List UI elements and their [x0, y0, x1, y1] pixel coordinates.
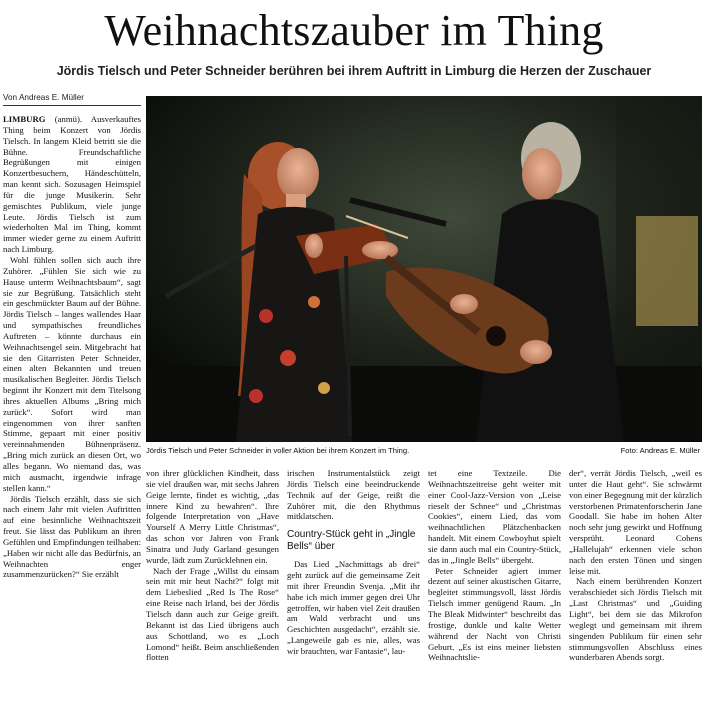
paragraph: irischen Instrumentalstück zeigt Jördis Tielsch eine beeindruckende Technik auf der Geige, reißt die Zuhörer mit, die den Rhythmus mitklatschen. — [287, 468, 420, 522]
paragraph: der“, verrät Jördis Tielsch, „weil es unter die Haut geht“. Sie schwärmt von einer Begegnung mit der kürzlich verstorbenen Primatenforscherin Jane Goodall. Sie habe im hohen Alter noch sehr jung gewirkt und Hoffnung versprüht. Leonard Cohens „Hallelujah“ erkennen viele schon nach den ersten Tönen und singen leise mit. — [569, 468, 702, 576]
paragraph: Das Lied „Nachmittags ab drei“ geht zurück auf die gemeinsame Zeit mit ihrer Freundin Svenja. „Mit ihr habe ich mich immer gegen drei Uhr getroffen, wir haben viel Zeit draußen am Wald verbracht und uns Geschichten ausgedacht“, erzählt sie. „Langeweile gab es nie, alles, was wir brauchten, war Fantasie“, lau- — [287, 559, 420, 656]
paragraph-text: (anmü). Ausverkauftes Thing beim Konzert von Jördis Tielsch. In langem Kleid betritt sie die Bühne. Freundschaftliche Begrüßungen mit einigen Konzertbesuchern, Händeschütteln, man kennt sich. Sozusagen Heimspiel für die junge Musikerin. Sehr gemischtes Publikum, viele junge Leute. Jördis Tielsch ist zum wiederholten Mal im Thing, kommt immer wieder gerne zu einem Auftritt nach Limburg. — [3, 114, 141, 255]
dateline-city: LIMBURG — [3, 114, 46, 124]
paragraph: Peter Schneider agiert immer dezent auf seiner akustischen Gitarre, begleitet stimmungsvoll, lässt Jördis Tielsch immer genügend Raum. „In The Bleak Midwinter“ beschreibt das frostige, dunkle und kalte Wetter während der Nacht von Christi Geburt. „Es ist eins meiner liebsten Weihnachtslie- — [428, 565, 561, 663]
article-column-2 — [146, 468, 279, 708]
article-column-4 — [428, 468, 561, 708]
byline: Von Andreas E. Müller — [3, 93, 141, 106]
photo-credit: Foto: Andreas E. Müller — [620, 446, 700, 455]
caption-text: Jördis Tielsch und Peter Schneider in voller Aktion bei ihrem Konzert im Thing. — [146, 446, 410, 455]
article-column-3 — [287, 468, 420, 708]
photo-caption — [146, 446, 702, 455]
concert-photo — [146, 96, 702, 442]
paragraph: Wohl fühlen sollen sich auch ihre Zuhörer. „Fühlen Sie sich wie zu Hause unterm Weihnachtsbaum“, sagt sie zur Begrüßung. Tatsächlich steht ein geschmückter Baum auf der Bühne. Jördis Tielsch – langes wallendes Haar und sympathisches freundliches Auftreten – könnte durchaus ein Weihnachtsengel sein. Mitgebracht hat sie den Gitarristen Peter Schneider, einen alten Bekannten und treuen musikalischen Begleiter. Jördis Tielsch beginnt ihr Konzert mit dem Titelsong ihres aktuellen Albums „Bring mich zurück“. Sofort wird man eingenommen von ihrer sanften Stimme, gepaart mit einer positiv vereinnahmenden Bühnenpräsenz. „Bring mich zurück an diesen Ort, wo alles begann. Wo niemand das, was mich ausmacht, irgendwie infrage stellen kann.“ — [3, 254, 141, 493]
headline: Weihnachtszauber im Thing — [104, 6, 604, 55]
concert-photo-image — [146, 96, 702, 442]
paragraph: tet eine Textzeile. Die Weihnachtszeitreise geht weiter mit einer Cool-Jazz-Version von „Leise rieselt der Schnee“ und „Christmas Cookies“, einem Lied, das vom weihnachtlichen Plätzchenbacken handelt. Mit einem Cowboyhut spielt sie dann auch mal ein Country-Stück, das in „Jingle Bells“ übergeht. — [428, 468, 561, 565]
paragraph: von ihrer glücklichen Kindheit, dass sie viel draußen war, mit sechs Jahren Geige lernte, findet es wichtig, „das innere Kind zu bewahren“. Ihre folgende Interpretation von „Have Yourself A Merry Little Christmas“, das schon vor Jahren von Frank Sinatra und Judy Garland gesungen wurde, lädt zum Zurücklehnen ein. — [146, 468, 279, 565]
article-column-1 — [3, 114, 141, 708]
paragraph — [3, 114, 141, 255]
subheadline: Jördis Tielsch und Peter Schneider berühren bei ihrem Auftritt in Limburg die Herzen der Zuschauer — [56, 64, 652, 78]
paragraph: Nach der Frage „Willst du einsam sein mit mir heut Nacht?“ folgt mit dem Liebeslied „Red Is The Rose“ eine Reise nach Irland, bei der Jördis Tielsch dann auch zur Geige greift. Bekannt ist das Lied übrigens auch aus Schottland, wo es „Loch Lomond“ heißt. Beim anschließenden flotten — [146, 565, 279, 663]
article-column-5 — [569, 468, 702, 708]
paragraph: Jördis Tielsch erzählt, dass sie sich nach einem Jahr mit vielen Auftritten auf eine besinnliche Weihnachtszeit freut. Sie lässt das Publikum an ihren Gefühlen und Empfindungen teilhaben: „Haben wir nicht alle das Bedürfnis, an Weihnachten enger zusammenzurücken?“ Sie erzählt — [3, 493, 141, 580]
paragraph: Nach einem berührenden Konzert verabschiedet sich Jördis Tielsch mit „Last Christmas“ und „Guiding Light“, bei dem sie das Mikrofon weglegt und gemeinsam mit ihrem singenden Publikum für einen sehr stimmungsvollen Abschluss eines wunderbaren Abends sorgt. — [569, 576, 702, 663]
section-heading: Country-Stück geht in „Jingle Bells“ über — [287, 529, 416, 553]
